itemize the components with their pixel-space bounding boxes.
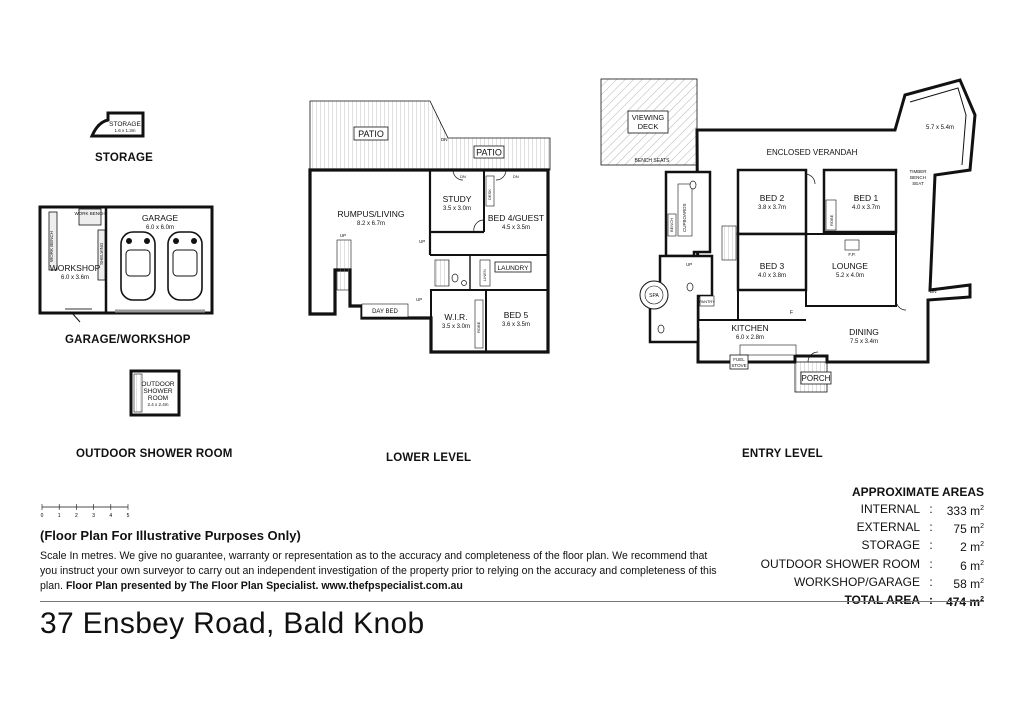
bench-label: BENCH (669, 217, 674, 232)
porch-label: PORCH (801, 374, 831, 383)
cupboards-label: CUPBOARDS (682, 203, 687, 232)
study-dim: 3.5 x 3.0m (442, 206, 472, 212)
scale-tick-label: 5 (126, 513, 130, 519)
timber-bench-l1: TIMBER (909, 169, 927, 174)
area-row: WORKSHOP/GARAGE : 58 $m^2$ (793, 574, 984, 591)
lower-level-heading: LOWER LEVEL (386, 452, 472, 464)
patio-large-label: PATIO (358, 129, 384, 139)
bed1-dim: 4.0 x 3.7m (851, 205, 881, 211)
bed4-label: BED 4/GUEST (487, 213, 545, 223)
outdoor-shower-l3: ROOM (147, 395, 169, 402)
bed3-dim: 4.0 x 3.8m (757, 273, 787, 279)
area-row: OUTDOOR SHOWER ROOM : 6 $m^2$ (760, 556, 984, 573)
total-area-label: TOTAL AREA (844, 593, 920, 608)
desk-label: DESK (487, 189, 492, 200)
entry-level-plan (601, 79, 975, 392)
fuel-stove-l1: FUEL (733, 357, 745, 362)
disclaimer-text: Scale In metres. We give no guarantee, warranty or representation as to the accuracy and completeness of the floor plan. We recommend that you instruct your own surveyor to carry out an independent investigation of the property prior to relying on the accuracy and completeness of this plan. (40, 550, 717, 592)
linen-label: LINEN (482, 269, 487, 281)
patio-small-label: PATIO (476, 147, 502, 158)
bench-seats-label: BENCH SEATS (634, 158, 670, 164)
spa-label: SPA (649, 293, 659, 299)
area-unit: 2 (980, 577, 984, 585)
garage-workshop-heading: GARAGE/WORKSHOP (65, 334, 191, 346)
scale-tick-label: 2 (75, 513, 78, 519)
scale-tick-label: 1 (57, 513, 61, 519)
dining-dim: 7.5 x 3.4m (849, 339, 879, 345)
bed5-dim: 3.6 x 3.5m (501, 322, 531, 328)
scale-tick-label: 3 (92, 513, 95, 519)
patio-dn-label: DN (441, 137, 448, 142)
bed3-label: BED 3 (759, 261, 785, 271)
scale-bar (40, 503, 140, 523)
total-area-value: 474 m (946, 595, 981, 610)
wir-robe-label: ROBE (476, 321, 481, 333)
area-unit: 2 (980, 541, 984, 549)
kitchen-f-label: F (790, 310, 794, 316)
fuel-stove-l2: STOVE (731, 363, 747, 368)
total-area-unit: 2 (980, 596, 984, 604)
area-value: 58 m (953, 576, 981, 591)
outdoor-shower-heading: OUTDOOR SHOWER ROOM (76, 448, 233, 460)
storage-plan (92, 113, 143, 136)
study-up-label: UP (419, 239, 426, 244)
kitchen-label: KITCHEN (731, 323, 769, 333)
area-label: INTERNAL (860, 502, 920, 516)
work-bench-label: WORK BENCH (74, 211, 106, 216)
scale-tick-label: 4 (109, 513, 113, 519)
area-unit: 2 (980, 505, 984, 512)
total-area-row: TOTAL AREA : 474 $m^2$ (844, 593, 984, 610)
area-label: STORAGE (861, 538, 920, 553)
viewing-deck-l1: VIEWING (631, 113, 665, 122)
area-value: 2 m (960, 540, 981, 555)
presented-by-text: Floor Plan presented by The Floor Plan Specialist. www.thefpspecialist.com.au (65, 580, 463, 592)
scale-tick-label: 0 (40, 513, 44, 519)
study-dn-label: DN (460, 174, 466, 179)
study-label: STUDY (442, 194, 472, 204)
disclaimer-block (40, 528, 720, 594)
disclaimer-title: (Floor Plan For Illustrative Purposes Only) (40, 528, 301, 543)
wir-label: W.I.R. (444, 312, 468, 322)
verandah-dim: 5.7 x 5.4m (925, 125, 955, 131)
area-row: INTERNAL : 333 $m^2$ (860, 502, 984, 518)
area-value: 75 m (953, 522, 981, 537)
verandah-label: ENCLOSED VERANDAH (766, 148, 858, 157)
workshop-dim: 6.0 x 3.6m (60, 275, 90, 281)
lower-up-label: UP (416, 297, 423, 302)
garage-label: GARAGE (141, 213, 179, 223)
divider-line (40, 601, 984, 602)
dining-label: DINING (849, 327, 879, 337)
rumpus-label: RUMPUS/LIVING (337, 209, 405, 219)
lounge-dim: 5.2 x 4.0m (835, 273, 865, 279)
lower-level-plan (310, 101, 550, 352)
areas-title: APPROXIMATE AREAS (851, 485, 984, 499)
bed4-dn-label: DN (513, 174, 519, 179)
area-row: EXTERNAL : 75 $m^2$ (856, 520, 984, 537)
area-row: STORAGE : 2 $m^2$ (861, 538, 984, 555)
day-bed-label: DAY BED (372, 309, 398, 315)
area-label: EXTERNAL (856, 520, 920, 535)
shelving-label: SHELVING (99, 242, 104, 265)
garage-workshop-plan (40, 207, 212, 322)
area-label: OUTDOOR SHOWER ROOM (760, 556, 920, 571)
area-unit: 2 (980, 559, 984, 567)
laundry-label: LAUNDRY (497, 265, 529, 272)
outdoor-shower-dim: 2.4 x 2.4m (147, 402, 169, 407)
timber-bench-l2: BENCH (910, 175, 926, 180)
kitchen-dim: 6.0 x 2.8m (735, 335, 765, 341)
workshop-label: WORKSHOP (49, 263, 101, 273)
outdoor-shower-l2: SHOWER (143, 388, 173, 395)
lounge-label: LOUNGE (832, 261, 868, 271)
garage-dim: 6.0 x 6.0m (145, 225, 175, 231)
disclaimer-body (40, 549, 720, 594)
wir-dim: 3.5 x 3.0m (441, 324, 471, 330)
outdoor-shower-l1: OUTDOOR (141, 381, 175, 388)
fp-label: F.P. (848, 252, 856, 257)
bed5-label: BED 5 (503, 310, 529, 320)
bed1-label: BED 1 (853, 193, 879, 203)
bed2-dim: 3.8 x 3.7m (757, 205, 787, 211)
bed2-label: BED 2 (759, 193, 785, 203)
entry-dn-label: DN (930, 289, 937, 294)
approximate-areas-table (700, 485, 984, 610)
area-value: 6 m (960, 558, 981, 573)
area-value: 333 m (946, 504, 981, 518)
storage-heading: STORAGE (95, 152, 154, 164)
work-bench-side-label: WORK BENCH (49, 230, 54, 262)
timber-bench-l3: SEAT (912, 181, 924, 186)
bed1-robe-label: ROBE (829, 214, 834, 226)
viewing-deck-l2: DECK (637, 122, 659, 131)
area-unit: 2 (980, 523, 984, 531)
entry-level-heading: ENTRY LEVEL (742, 448, 823, 460)
bed4-dim: 4.5 x 3.5m (501, 225, 531, 231)
outdoor-shower-plan (131, 371, 179, 415)
rumpus-up-label: UP (339, 233, 347, 238)
rumpus-dim: 8.2 x 6.7m (356, 221, 386, 227)
property-address: 37 Ensbey Road, Bald Knob (40, 607, 425, 640)
area-label: WORKSHOP/GARAGE (793, 574, 920, 589)
storage-room-dim: 1.6 x 1.3m (114, 128, 136, 133)
storage-room-label: STORAGE (109, 121, 141, 128)
entry-up-label: UP (686, 262, 693, 267)
pantry-label: PANTRY (699, 299, 715, 304)
